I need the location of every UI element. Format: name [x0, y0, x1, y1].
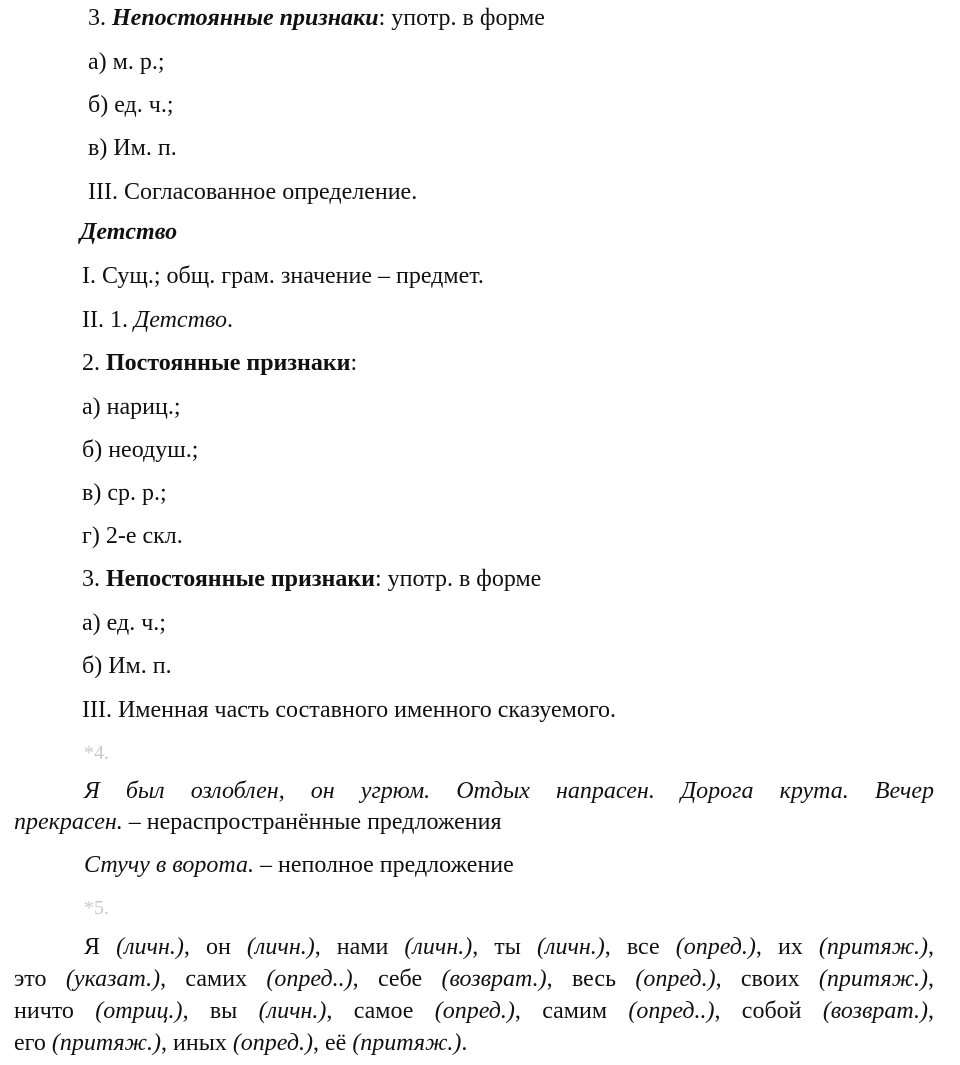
word-text: его — [14, 1030, 52, 1056]
word-text: , — [928, 934, 935, 960]
detstvo-line-3: 3. Непостоянные признаки: употр. в форме — [82, 566, 542, 592]
top-roman-III: III. Согласованное определение. — [88, 179, 418, 205]
exercise-4-line-2: прекрасен. – нераспространённые предложения — [14, 809, 502, 835]
word-text: , собой — [714, 998, 823, 1024]
word-text: , самих — [160, 966, 267, 992]
word-text: , своих — [715, 966, 819, 992]
word-heading: Детство — [80, 219, 178, 245]
detstvo-line-II: II. 1. Детство. — [82, 307, 234, 333]
top-item-b: б) ед. ч.; — [88, 92, 174, 118]
part-of-speech-label: (личн.) — [536, 934, 605, 960]
word-text: , вы — [182, 998, 259, 1024]
item-heading-bold: Постоянные признаки — [106, 350, 351, 376]
word-text: , иных — [161, 1030, 233, 1056]
part-of-speech-label: (личн.) — [246, 934, 315, 960]
word-text: , — [928, 966, 935, 992]
detstvo-line-2: 2. Постоянные признаки: — [82, 350, 358, 376]
top-item-a: а) м. р.; — [88, 49, 165, 75]
detstvo-item-a: а) нариц.; — [82, 394, 181, 420]
item-text: : употр. в форме — [378, 5, 545, 31]
word-text: . — [461, 1030, 468, 1056]
detstvo-roman-III: III. Именная часть составного именного сказуемого. — [82, 697, 617, 723]
word-text: это — [14, 966, 66, 992]
word-text: , он — [183, 934, 247, 960]
part-of-speech-label: (возврат.) — [822, 998, 928, 1024]
detstvo-item-a2: а) ед. ч.; — [82, 610, 166, 636]
detstvo-item-g: г) 2-е скл. — [82, 523, 183, 549]
word-text: Я — [84, 934, 117, 960]
part-of-speech-label: (притяж.) — [818, 934, 929, 960]
detstvo-item-v: в) ср. р.; — [82, 480, 167, 506]
word-text: , все — [604, 934, 676, 960]
exercise-5-line-2 — [14, 964, 934, 994]
exercise-5-line-4 — [14, 1028, 467, 1058]
detstvo-line-I: I. Сущ.; общ. грам. значение – предмет. — [82, 263, 484, 289]
part-of-speech-label: (опред.) — [635, 966, 716, 992]
part-of-speech-label: (притяж.) — [51, 1030, 161, 1056]
detstvo-item-b: б) неодуш.; — [82, 437, 199, 463]
word-text: , весь — [546, 966, 636, 992]
part-of-speech-label: (опред.) — [434, 998, 515, 1024]
part-of-speech-label: (опред.) — [232, 1030, 313, 1056]
part-of-speech-label: (личн.) — [258, 998, 327, 1024]
item-number: 3. — [88, 5, 112, 31]
exercise-5-line-1 — [84, 932, 934, 962]
part-of-speech-label: (опред..) — [266, 966, 353, 992]
part-of-speech-label: (личн.) — [116, 934, 184, 960]
part-of-speech-label: (опред.) — [675, 934, 756, 960]
word-text: , самое — [326, 998, 435, 1024]
word-text: , себе — [352, 966, 442, 992]
part-of-speech-label: (указат.) — [65, 966, 161, 992]
part-of-speech-label: (притяж.) — [818, 966, 929, 992]
word-text: , ты — [472, 934, 537, 960]
word-text: , — [928, 998, 934, 1024]
part-of-speech-label: (отриц.) — [95, 998, 183, 1024]
detstvo-word-italic: Детство — [133, 307, 228, 333]
word-text: ничто — [14, 998, 96, 1024]
word-text: , самим — [514, 998, 629, 1024]
item-heading-bold: Непостоянные признаки — [112, 5, 379, 31]
part-of-speech-label: (опред..) — [628, 998, 715, 1024]
exercise-4-line-1: Я был озлоблен, он угрюм. Отдых напрасен. Дорога крута. Вечер — [84, 778, 934, 804]
exercise-4-line-3: Стучу в ворота. – неполное предложение — [84, 852, 514, 878]
part-of-speech-label: (притяж.) — [352, 1030, 462, 1056]
part-of-speech-label: (возврат.) — [441, 966, 547, 992]
word-text: , их — [755, 934, 819, 960]
exercise-number: *4. — [84, 742, 109, 764]
top-item-v: в) Им. п. — [88, 135, 177, 161]
word-text: , её — [313, 1030, 353, 1056]
top-line-3 — [88, 3, 545, 33]
word-text: , нами — [314, 934, 405, 960]
exercise-number: *5. — [84, 897, 109, 919]
part-of-speech-label: (личн.) — [404, 934, 473, 960]
item-heading-bold: Непостоянные признаки — [106, 566, 375, 592]
detstvo-item-b2: б) Им. п. — [82, 653, 172, 679]
exercise-5-line-3 — [14, 996, 934, 1026]
